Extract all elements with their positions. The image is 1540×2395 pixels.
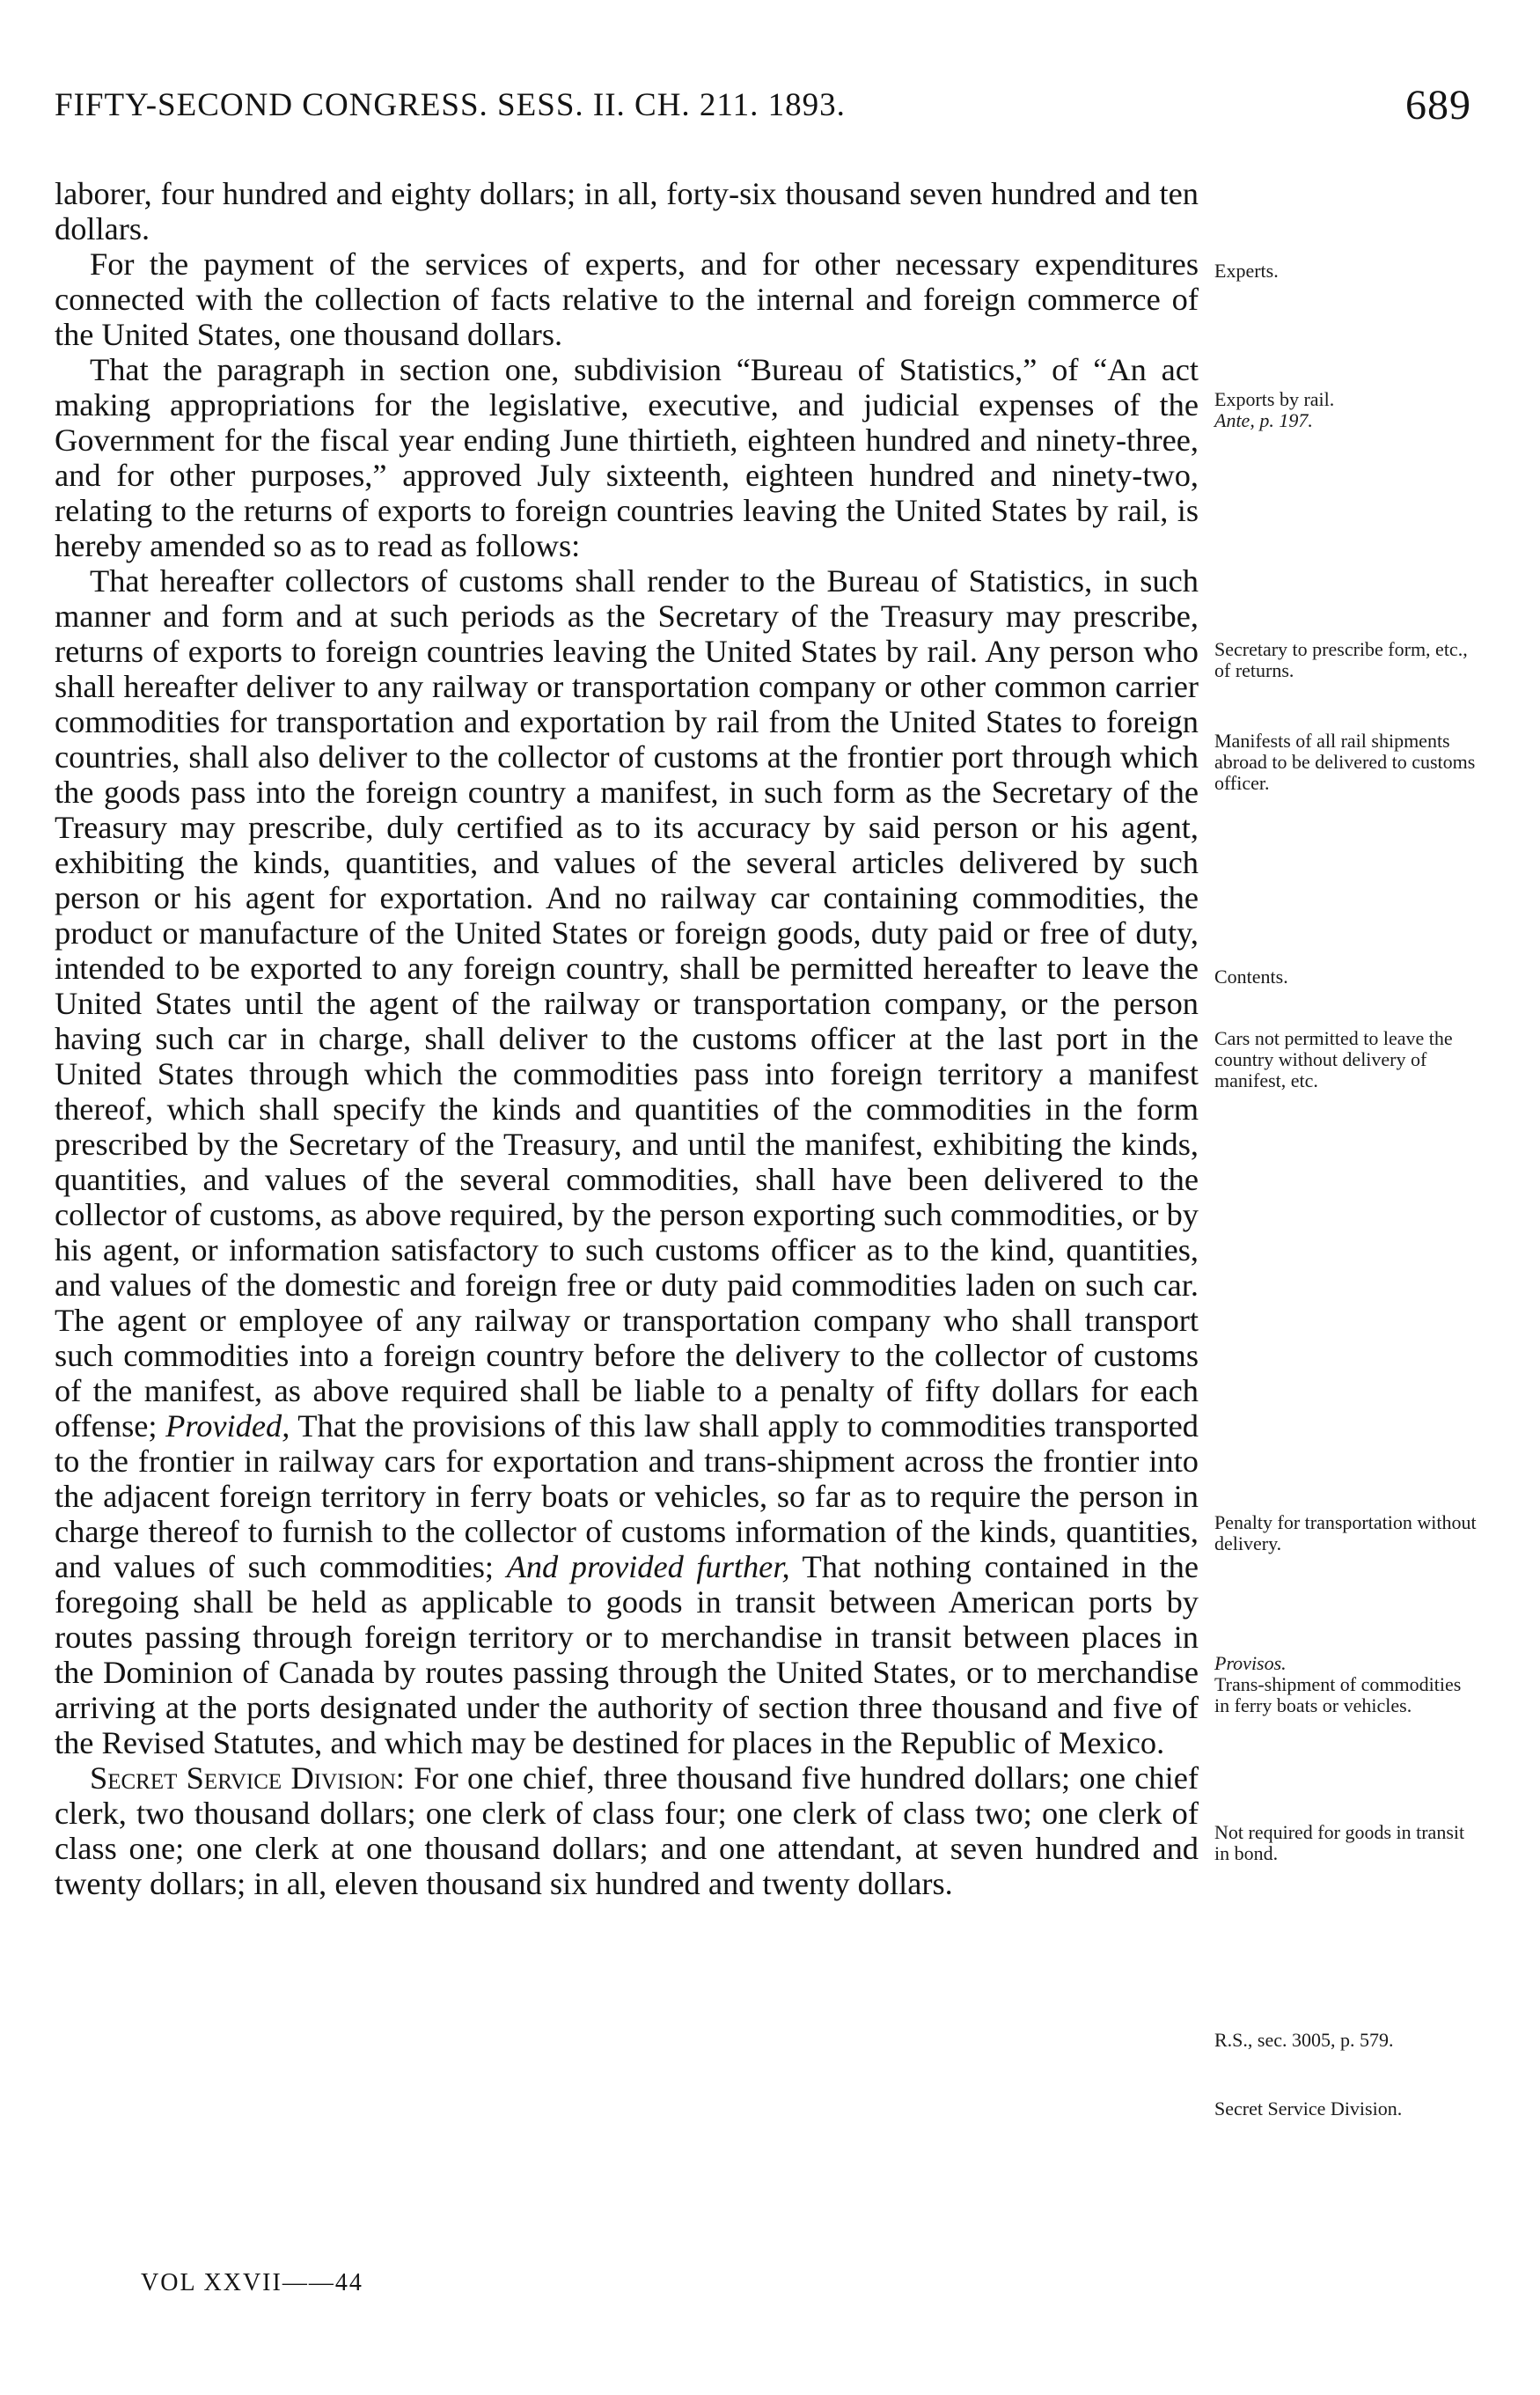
paragraph-amendment: That the paragraph in section one, subdivision “Bureau of Statistics,” of “An act making appropriations for the legislative, executive, and judicial expenses of the Government for the fiscal year ending June thirtieth, eighteen hundred and ninety-three, and for other purposes,” approved July sixteenth, eighteen hundred and ninety-two, relating to the returns of exports to foreign countries leaving the United States by rail, is hereby amended so as to read as follows: bbox=[55, 352, 1199, 563]
signature-mark: VOL XXVII——44 bbox=[141, 2269, 363, 2296]
secret-service-text: For one chief, three thousand five hundred dollars; one chief clerk, two thousand dollars; one clerk of class four; one clerk of class two; one clerk of class one; one clerk at one thousand dollars; and one attendant, at seven hundred and twenty dollars; in all, eleven thousand six hundred and twenty dollars. bbox=[55, 1760, 1199, 1901]
running-head-title: FIFTY-SECOND CONGRESS. SESS. II. CH. 211. 1893. bbox=[55, 87, 846, 123]
margin-note-secret-service: Secret Service Division. bbox=[1214, 2097, 1403, 2120]
margin-note-provisos bbox=[1214, 1653, 1478, 1716]
running-header bbox=[55, 81, 1471, 134]
provided-term: Provided, bbox=[165, 1408, 290, 1444]
margin-note-penalty: Penalty for transportation without delivery. bbox=[1214, 1511, 1477, 1554]
margin-note-contents: Contents. bbox=[1214, 966, 1288, 988]
exports-by-rail-label: Exports by rail. bbox=[1214, 388, 1335, 410]
margin-note-rs-reference: R.S., sec. 3005, p. 579. bbox=[1214, 2029, 1394, 2051]
paragraph-experts: For the payment of the services of experts, and for other necessary expenditures connected with the collection of facts relative to the internal and foreign commerce of the United States, one thousand dollars. bbox=[55, 246, 1199, 352]
paragraph-secret-service bbox=[55, 1760, 1199, 1901]
margin-note-manifests: Manifests of all rail shipments abroad to be delivered to customs officer. bbox=[1214, 730, 1476, 794]
secret-service-heading: Secret Service Division: bbox=[90, 1760, 405, 1796]
margin-note-cars: Cars not permitted to leave the country without delivery of manifest, etc. bbox=[1214, 1027, 1453, 1091]
provided-further-term: And provided further, bbox=[506, 1549, 790, 1584]
page-number: 689 bbox=[1405, 82, 1471, 129]
paragraph-laborer: laborer, four hundred and eighty dollars; in all, forty-six thousand seven hundred and ten dollars. bbox=[55, 176, 1199, 246]
margin-note-not-required: Not required for goods in transit in bond. bbox=[1214, 1821, 1465, 1864]
body-text bbox=[55, 176, 1199, 1901]
provisos-label: Provisos. bbox=[1214, 1652, 1287, 1674]
paragraph-collectors bbox=[55, 563, 1199, 1760]
margin-note-experts: Experts. bbox=[1214, 260, 1279, 282]
margin-note-secretary: Secretary to prescribe form, etc., of returns. bbox=[1214, 638, 1468, 681]
not-applicable-text: That nothing contained in the foregoing shall be held as applicable to goods in transit between American ports by routes passing through foreign territory or to merchandise in transit between places in the Dominion of Canada by routes passing through the United States, or to merchandise arriving at the ports designated under the authority of section three thousand and five of the Revised Statutes, and which may be destined for places in the Republic of Mexico. bbox=[55, 1549, 1199, 1760]
transshipment-note: Trans-shipment of commodities in ferry boats or vehicles. bbox=[1214, 1673, 1462, 1716]
exports-by-rail-ref: Ante, p. 197. bbox=[1214, 409, 1313, 431]
collectors-text: That hereafter collectors of customs shall render to the Bureau of Statistics, in such manner and form and at such periods as the Secretary of the Treasury may prescribe, returns of exports to foreign countries leaving the United States by rail. Any person who shall hereafter deliver to any railway or transportation company or other common carrier commodities for transportation and exportation by rail from the United States to foreign countries, shall also deliver to the collector of customs at the frontier port through which the goods pass into the foreign country a manifest, in such form as the Secretary of the Treasury may prescribe, duly certified as to its accuracy by said person or his agent, exhibiting the kinds, quantities, and values of the several articles delivered by such person or his agent for exportation. And no railway car containing commodities, the product or manufacture of the United States or foreign goods, duty paid or free of duty, intended to be exported to any foreign country, shall be permitted hereafter to leave the United States until the agent of the railway or transportation company, or the person having such car in charge, shall deliver to the customs officer at the last port in the United States through which the commodities pass into foreign territory a manifest thereof, which shall specify the kinds and quantities of the commodities in the form prescribed by the Secretary of the Treasury, and until the manifest, exhibiting the kinds, quantities, and values of the several commodities, shall have been delivered to the collector of customs, as above required, by the person exporting such commodities, or by his agent, or information satisfactory to such customs officer as to the kind, quantities, and values of the domestic and foreign free or duty paid commodities laden on such car. The agent or employee of any railway or transportation company who shall transport such commodities into a foreign country before the delivery to the collector of customs of the manifest, as above required shall be liable to a penalty of fifty dollars for each offense; bbox=[55, 563, 1199, 1444]
transshipment-text: That the provisions of this law shall apply to commodities transported to the frontier in railway cars for exportation and trans-shipment across the frontier into the adjacent foreign territory in ferry boats or vehicles, so far as to require the person in charge thereof to furnish to the collector of customs information of the kinds, quantities, and values of such commodities; bbox=[55, 1408, 1199, 1584]
margin-note-exports-by-rail bbox=[1214, 389, 1478, 431]
